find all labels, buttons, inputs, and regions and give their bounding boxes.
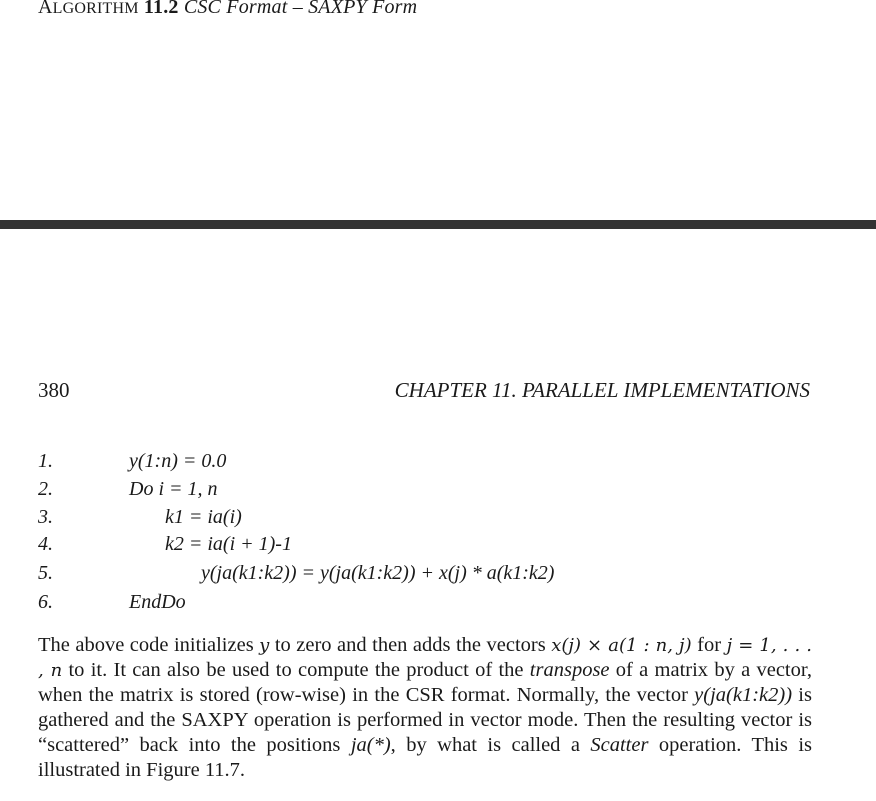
code-line-text: k1 = ia(i) [165, 506, 242, 528]
paragraph-text: for [691, 634, 727, 656]
code-line-number: 2. [38, 478, 53, 500]
paragraph-text: The above code initializes [38, 634, 260, 656]
code-line-number: 5. [38, 562, 53, 584]
emphasis-ja: ja(*) [350, 734, 391, 756]
emphasis-transpose: transpose [529, 659, 610, 681]
emphasis-gathered-vector: y(ja(k1:k2)) [694, 684, 793, 706]
algorithm-header [38, 0, 417, 19]
paragraph-text: operation. This is illustrated in Figure 11.7. [38, 734, 812, 781]
page-number: 380 [38, 378, 70, 402]
algorithm-label-first: A [38, 0, 53, 18]
paragraph-text: to it. It can also be used to compute the product of the [62, 659, 530, 681]
paragraph-text: to zero and then adds the vectors [269, 634, 552, 656]
algorithm-title: CSC Format – SAXPY Form [183, 0, 418, 18]
code-line-text: y(ja(k1:k2)) = y(ja(k1:k2)) + x(j) * a(k1:k2) [201, 562, 555, 584]
math-vector-product: x(j) × a(1 : n, j) [551, 635, 692, 656]
code-line-number: 6. [38, 591, 53, 613]
paragraph-text: is gathered and the SAXPY operation is performed in vector mode. Then the resulting vector is “scattered” back into the positions [38, 684, 812, 756]
code-line-number: 4. [38, 533, 53, 555]
body-paragraph [38, 633, 812, 783]
math-index-range: j = 1, . . . , n [38, 635, 812, 681]
paragraph-text: of a matrix by a vector, when the matrix is stored (row-wise) in the CSR format. Normally, the vector [38, 659, 813, 706]
code-line-text: Do i = 1, n [129, 478, 218, 500]
math-y: y [259, 635, 270, 656]
code-line-text: EndDo [129, 591, 186, 613]
algorithm-number: 11.2 [143, 0, 179, 18]
chapter-title: CHAPTER 11. PARALLEL IMPLEMENTATIONS [394, 378, 810, 402]
code-line-text: y(1:n) = 0.0 [129, 450, 227, 472]
emphasis-scatter: Scatter [590, 734, 649, 756]
code-line-text: k2 = ia(i + 1)-1 [165, 533, 292, 555]
paragraph-text: , by what is called a [390, 734, 591, 756]
algorithm-label-rest: LGORITHM [52, 0, 139, 17]
code-line-number: 1. [38, 450, 53, 472]
code-line-number: 3. [38, 506, 53, 528]
page-divider [0, 220, 876, 229]
